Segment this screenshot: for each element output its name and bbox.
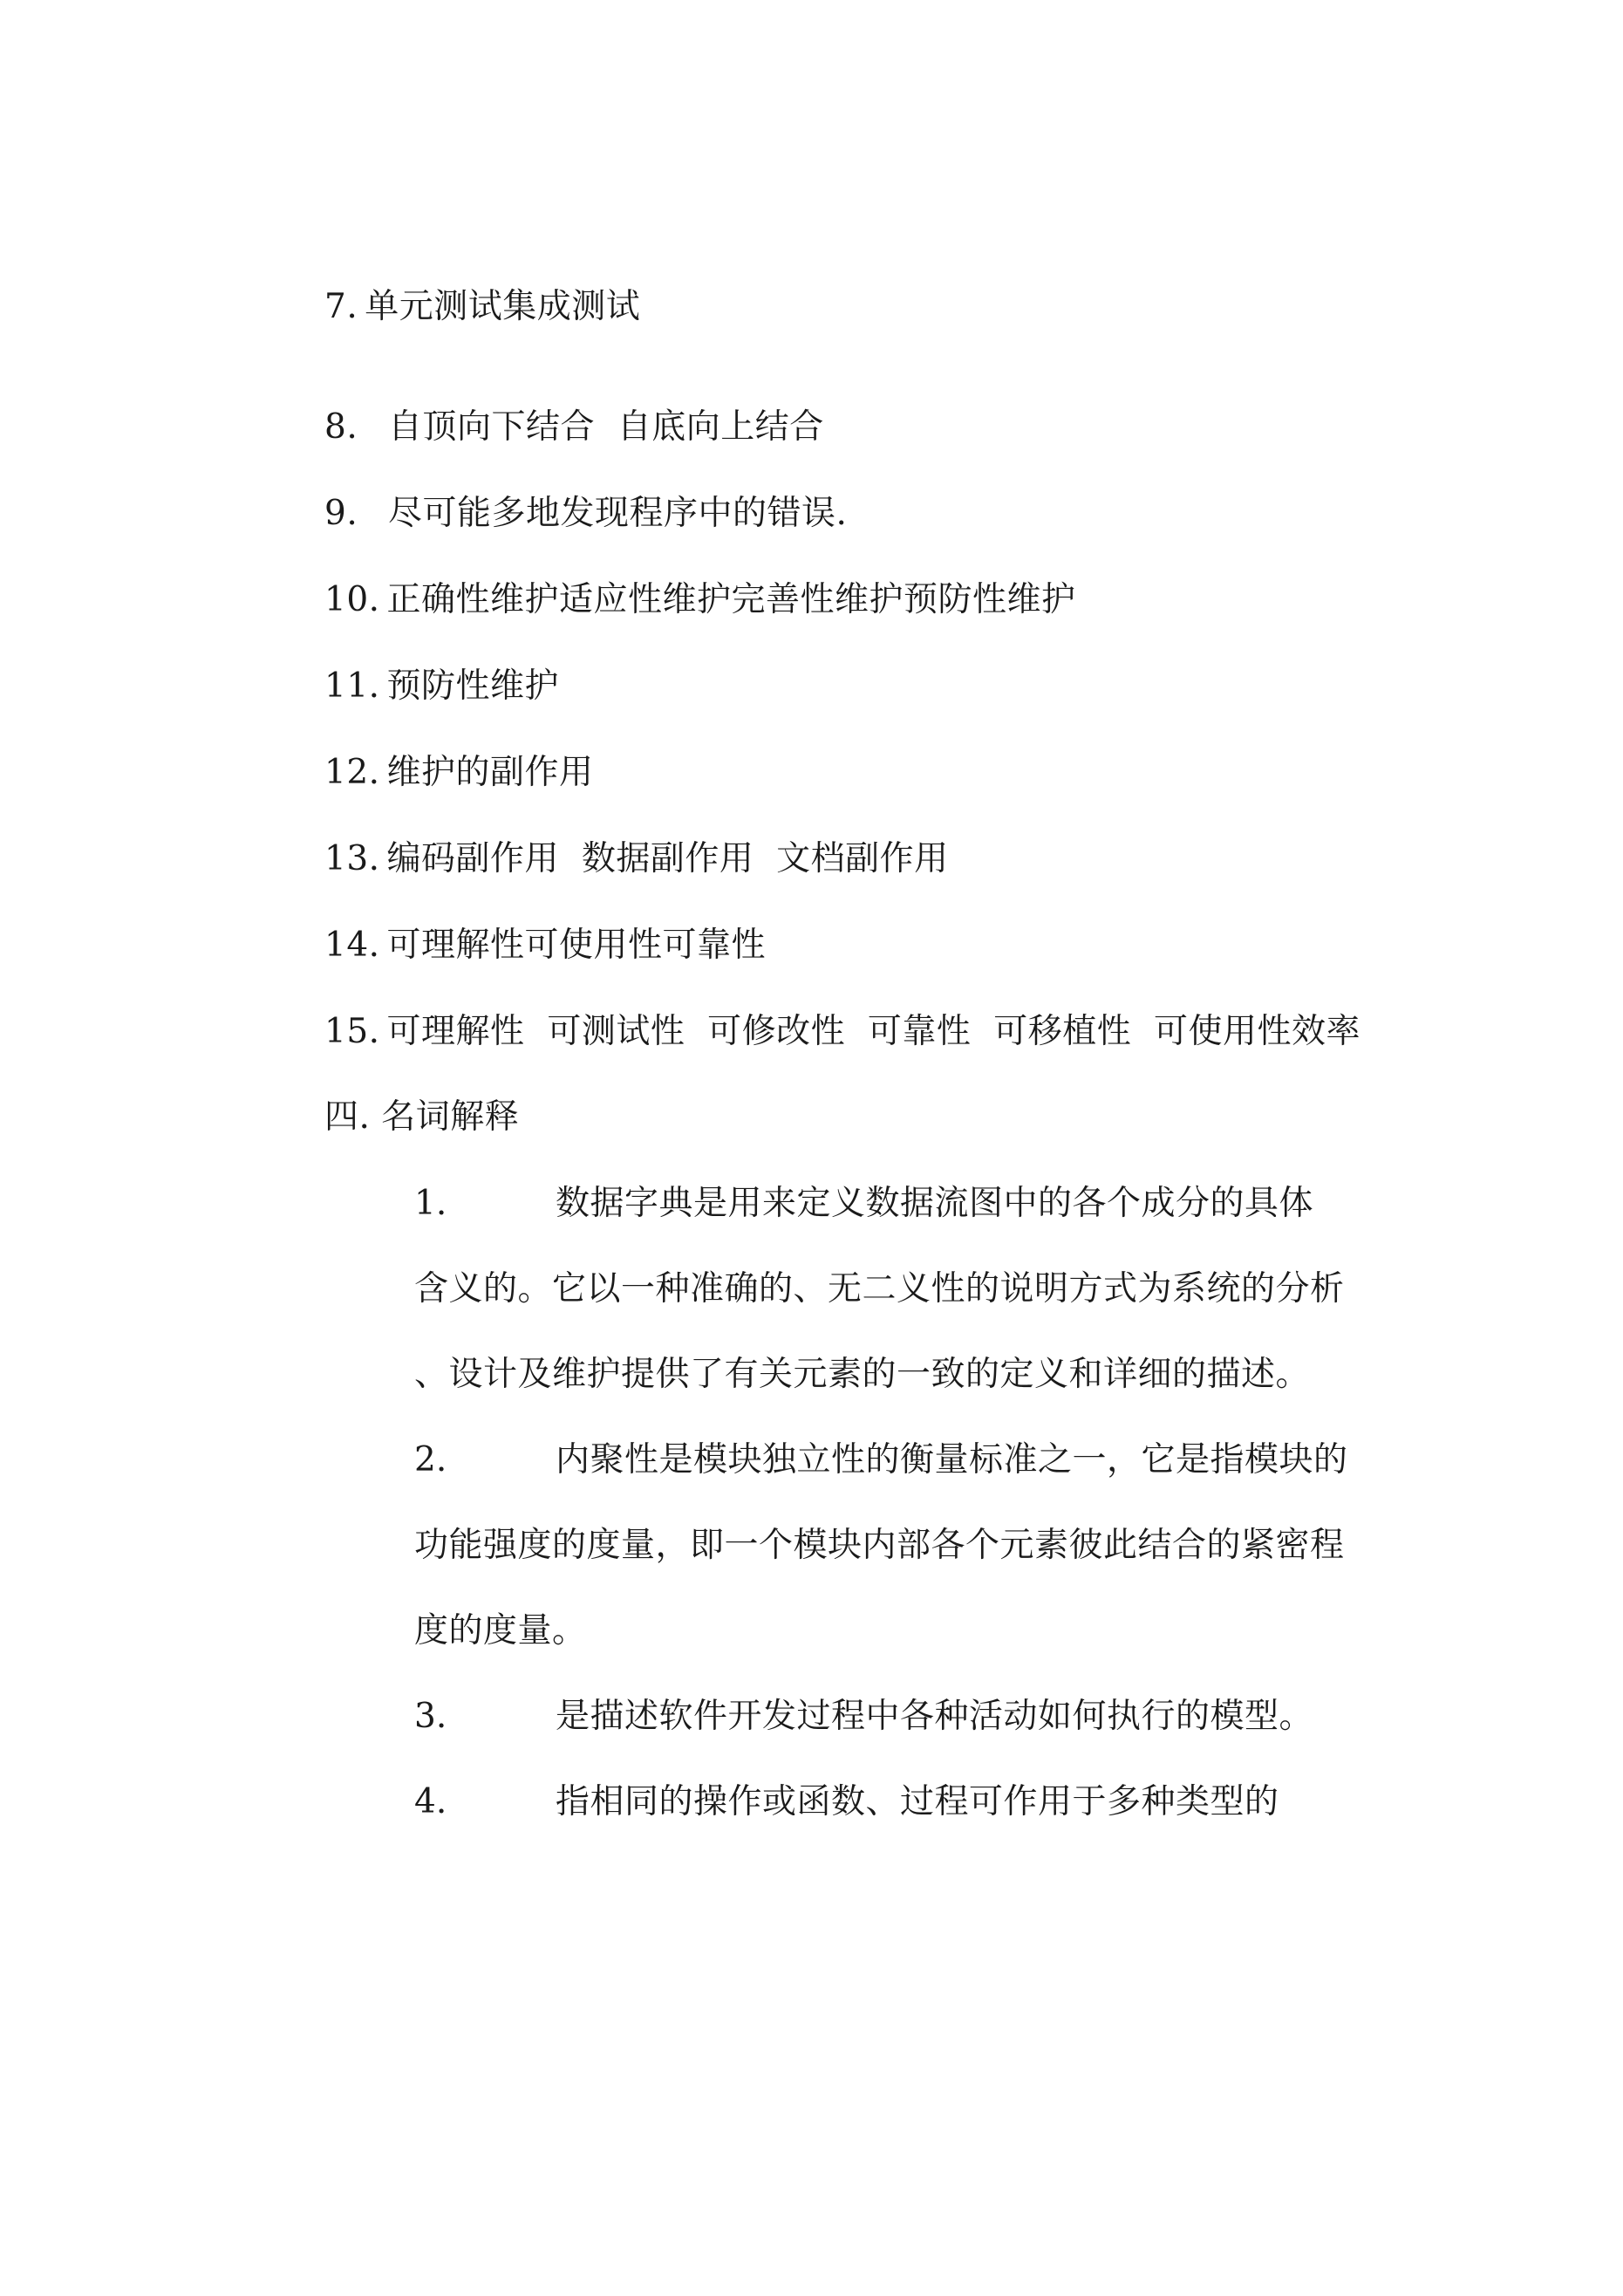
definition-2 [414, 1418, 1395, 1674]
definition-line: 是描述软件开发过程中各种活动如何执行的模型。 [556, 1697, 1314, 1736]
answer-15 [324, 1010, 1360, 1054]
definition-line: 指相同的操作或函数、过程可作用于多种类型的 [556, 1782, 1279, 1821]
answer-text: 编码副作用 数据副作用 文档副作用 [386, 839, 949, 878]
definition-1 [414, 1161, 1395, 1418]
definition-line: 含义的。它以一种准确的、无二义性的说明方式为系统的分析 [414, 1269, 1345, 1309]
answer-number: 15. [324, 1012, 380, 1051]
answer-9 [324, 492, 847, 536]
answer-number: 10. [324, 580, 380, 619]
definition-line: 、设计及维护提供了有关元素的一致的定义和详细的描述。 [414, 1355, 1311, 1394]
answer-text: 可理解性 可测试性 可修改性 可靠性 可移植性 可使用性效率 [386, 1012, 1361, 1051]
answer-number: 9. [324, 494, 358, 533]
definition-line: 度的度量。 [414, 1611, 587, 1650]
answer-text: 自顶向下结合 自底向上结合 [388, 407, 824, 447]
definition-number: 4. [414, 1782, 447, 1821]
answer-11 [324, 665, 559, 708]
definition-line: 数据字典是用来定义数据流图中的各个成分的具体 [556, 1184, 1314, 1223]
answer-number: 11. [324, 666, 380, 706]
answer-number: 7. [324, 287, 358, 326]
definition-number: 2. [414, 1440, 447, 1479]
answer-text: 维护的副作用 [386, 753, 594, 792]
answer-text: 预防性维护 [386, 666, 560, 706]
answer-text: 正确性维护适应性维护完善性维护预防性维护 [386, 580, 1076, 619]
definition-number: 1. [414, 1184, 447, 1223]
definition-3 [414, 1674, 1395, 1760]
definition-number: 3. [414, 1697, 447, 1736]
answer-number: 12. [324, 753, 380, 792]
answer-8 [324, 406, 824, 449]
answer-number: 8. [324, 407, 358, 447]
answer-text: 可理解性可使用性可靠性 [386, 926, 767, 965]
answer-12 [324, 751, 594, 795]
answer-text: 单元测试集成测试 [365, 287, 641, 326]
answer-14 [324, 924, 766, 967]
definition-4 [414, 1760, 1395, 1845]
answer-number: 13. [324, 839, 380, 878]
answer-13 [324, 837, 949, 881]
answer-10 [324, 578, 1076, 622]
definition-line: 内聚性是模块独立性的衡量标准之一，它是指模块的 [556, 1440, 1348, 1479]
answer-number: 14. [324, 926, 380, 965]
section-heading: 四. 名词解释 [324, 1097, 520, 1137]
answer-7 [324, 285, 640, 329]
answer-text: 尽可能多地发现程序中的错误. [388, 494, 848, 533]
definition-line: 功能强度的度量，即一个模块内部各个元素彼此结合的紧密程 [414, 1526, 1345, 1565]
